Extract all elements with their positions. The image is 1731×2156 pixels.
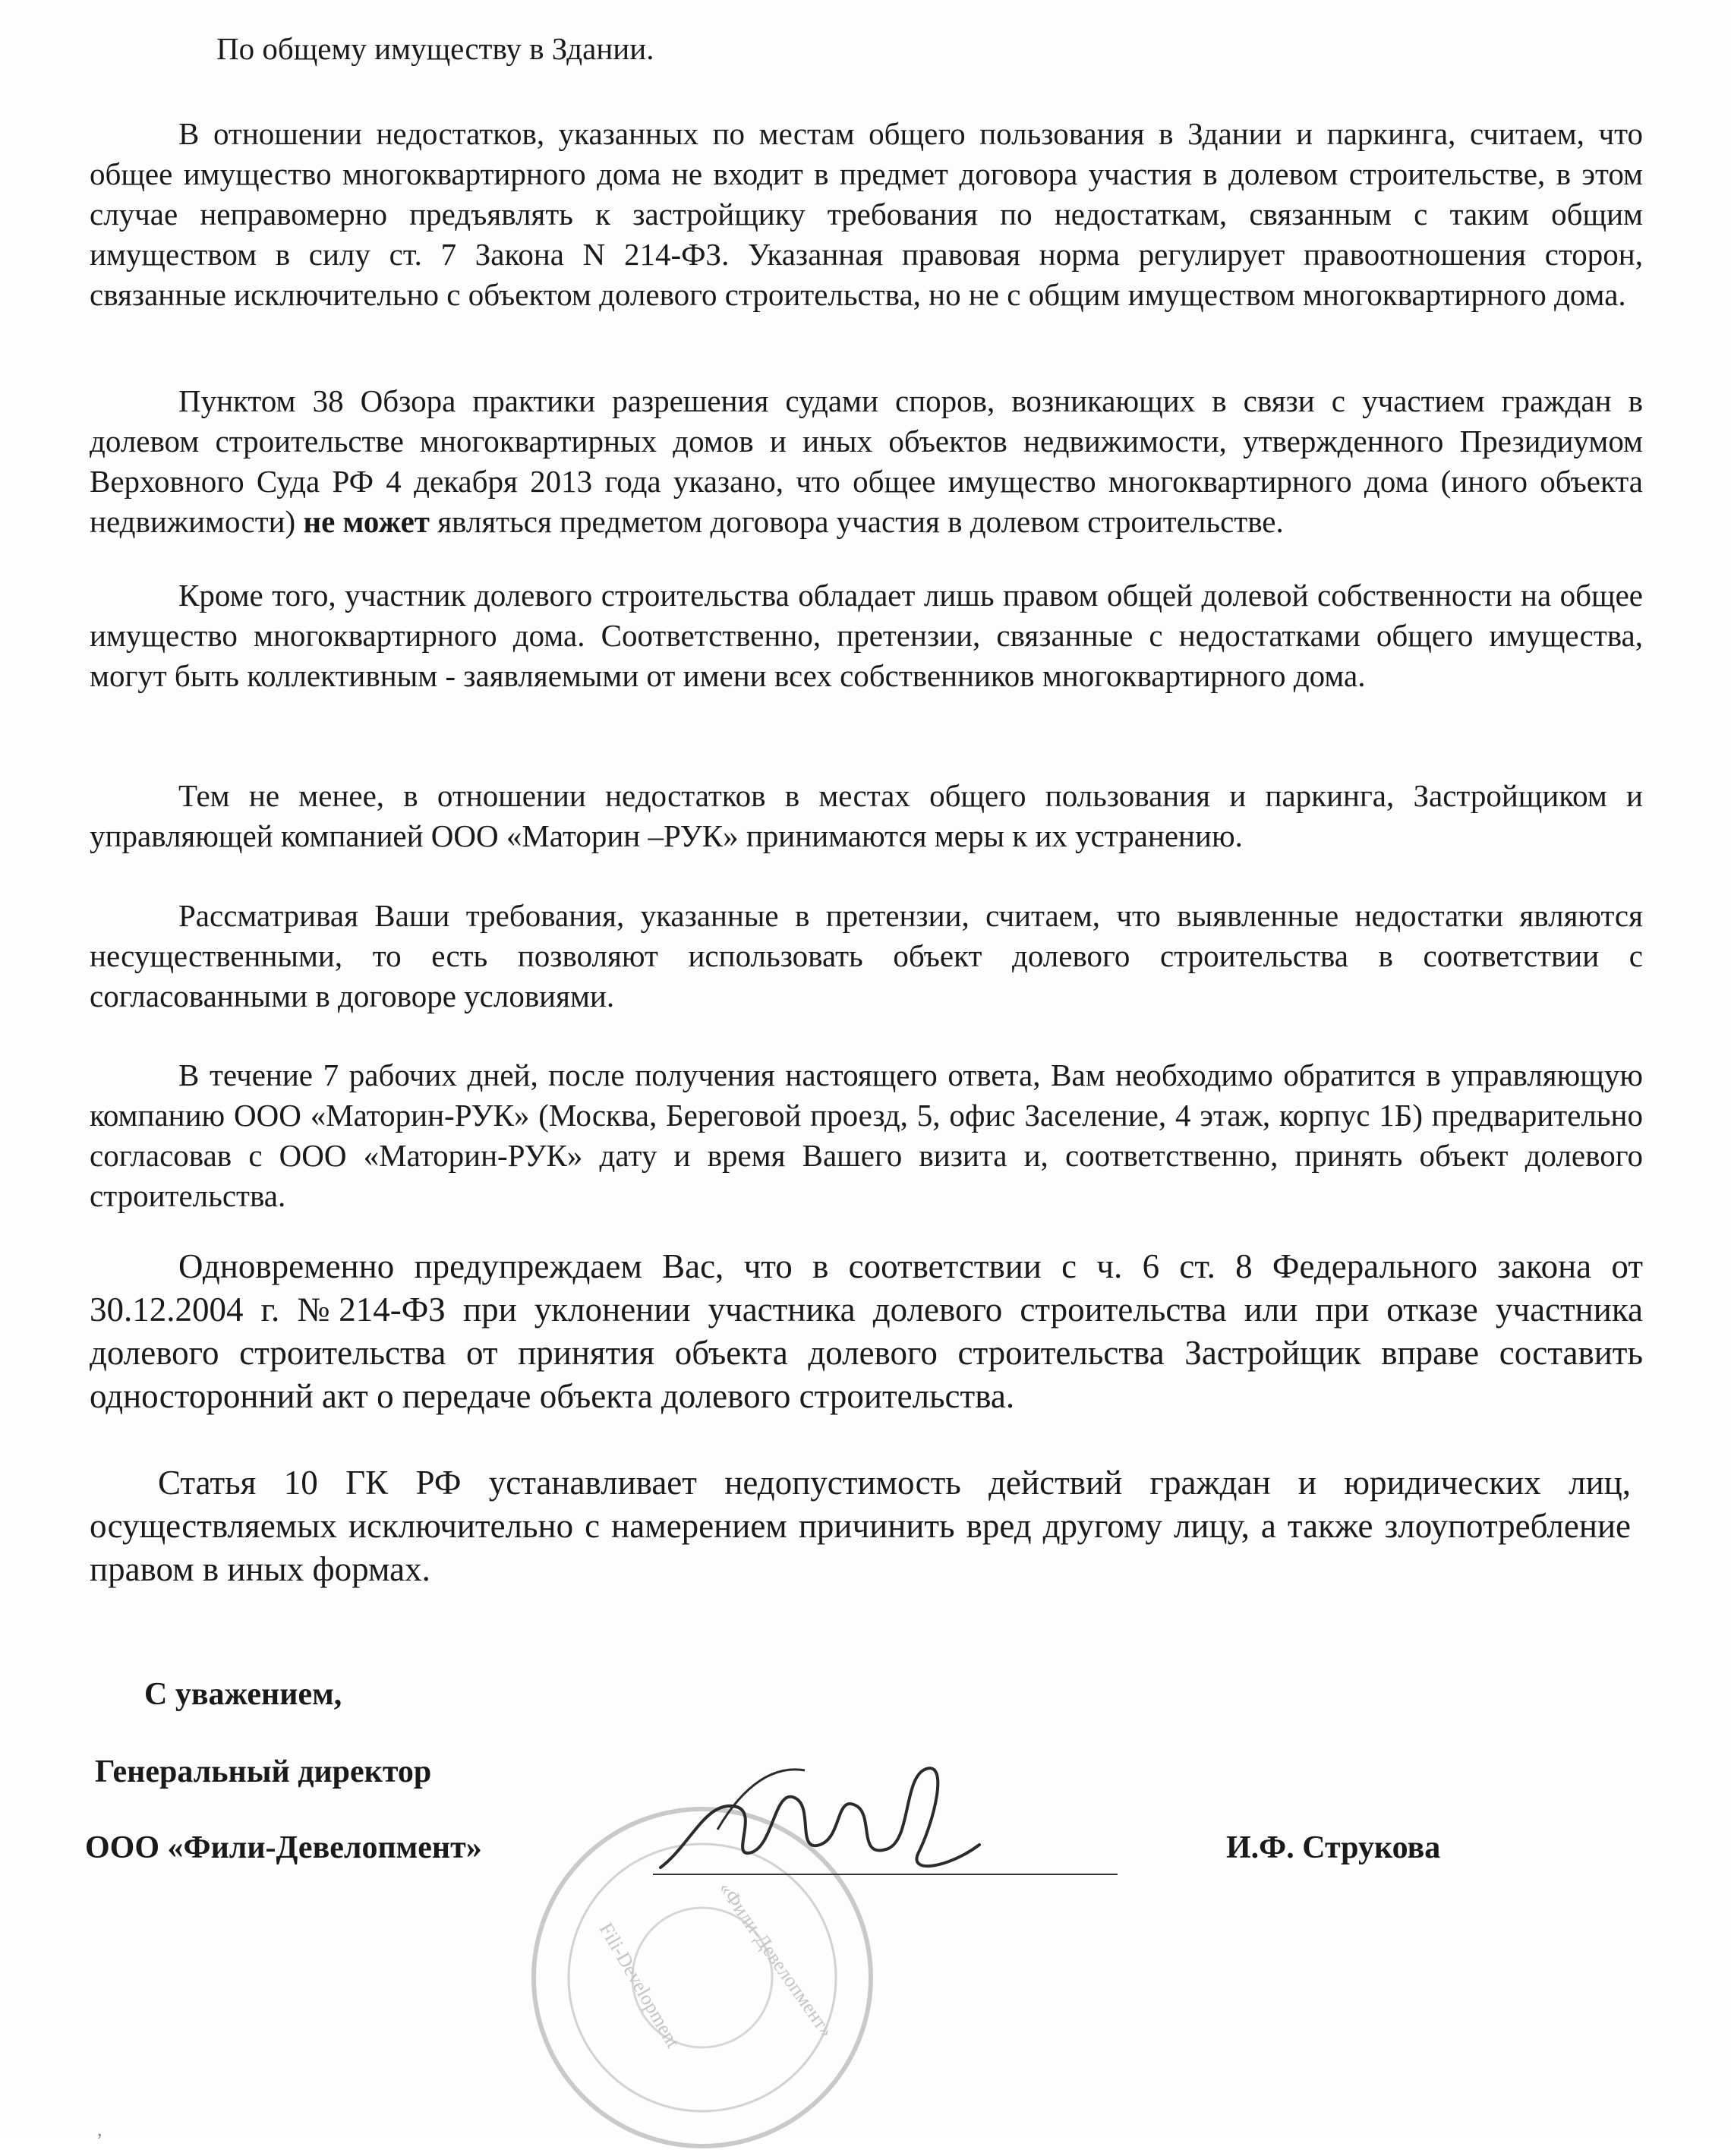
paragraph-acceptance [90, 1055, 1643, 1216]
paragraph-6: В течение 7 рабочих дней, после получения настоящего ответа, Вам необходимо обратится в управляющую компанию ООО «Маторин-РУК» (Москва, Береговой проезд, 5, офис Заселение, 4 этаж, корпус 1Б) предварительно согласовав с ООО «Маторин-РУК» дату и время Вашего визита и, соответственно, принять объект долевого строительства. [90, 1058, 1643, 1213]
signer-company: ООО «Фили-Девелопмент» [85, 1830, 482, 1865]
svg-text:Fili-Development: Fili-Development [594, 1918, 685, 2052]
paragraph-common-property [90, 114, 1643, 315]
paragraph-shared-ownership [90, 575, 1643, 696]
paragraph-2-text-a: Пунктом 38 Обзора практики разрешения судами споров, возникающих в связи с участием граждан в долевом строительстве многоквартирных домов и иных объектов недвижимости, утвержденного Президиумом Верховного Суда РФ 4 декабря 2013 года указано, что общее имущество многоквартирного дома (иного объекта недвижимости) [90, 383, 1643, 539]
signer-name: И.Ф. Струкова [1226, 1830, 1441, 1865]
paragraph-1: В отношении недостатков, указанных по местам общего пользования в Здании и паркинга, считаем, что общее имущество многоквартирного дома не входит в предмет договора участия в долевом строительстве, в этом случае неправомерно предъявлять к застройщику требования по недостаткам, связанным с таким общим имуществом в силу ст. 7 Закона N 214-ФЗ. Указанная правовая норма регулирует правоотношения сторон, связанные исключительно с объектом долевого строительства, но не с общим имуществом многоквартирного дома. [90, 116, 1643, 312]
paragraph-3: Кроме того, участник долевого строительства обладает лишь правом общей долевой собственности на общее имущество многоквартирного дома. Соответственно, претензии, связанные с недостатками общего имущества, могут быть коллективным - заявляемыми от имени всех собственников многоквартирного дома. [90, 578, 1643, 693]
paragraph-7: Одновременно предупреждаем Вас, что в соответствии с ч. 6 ст. 8 Федерального закона от 30.12.2004 г. №214-ФЗ при уклонении участника долевого строительства или при отказе участника долевого строительства от принятия объекта долевого строительства Застройщик вправе составить односторонний акт о передаче объекта долевого строительства. [90, 1247, 1643, 1415]
handwritten-signature [645, 1754, 1131, 1890]
scan-speck: , [97, 2118, 102, 2140]
paragraph-warning [90, 1245, 1643, 1418]
opening-line: По общему имуществу в Здании. [216, 31, 654, 66]
closing-salutation: С уважением, [144, 1677, 342, 1712]
paragraph-5: Рассматривая Ваши требования, указанные в претензии, считаем, что выявленные недостатки являются несущественными, то есть позволяют использовать объект долевого строительства в соответствии с согласованными в договоре условиями. [90, 898, 1643, 1013]
paragraph-requirements [90, 896, 1643, 1017]
paragraph-clause-38 [90, 381, 1643, 542]
paragraph-remediation [90, 776, 1643, 856]
paragraph-4: Тем не менее, в отношении недостатков в местах общего пользования и паркинга, Застройщиком и управляющей компанией ООО «Маторин –РУК» принимаются меры к их устранению. [90, 778, 1643, 853]
paragraph-2 [90, 381, 1643, 542]
signer-position: Генеральный директор [95, 1754, 432, 1789]
svg-text:«Фили-Девелопмент»: «Фили-Девелопмент» [714, 1877, 838, 2041]
paragraph-2-text-b: являться предметом договора участия в долевом строительстве. [429, 504, 1284, 539]
paragraph-2-emphasis: не может [303, 504, 430, 539]
paragraph-8: Статья 10 ГК РФ устанавливает недопустимость действий граждан и юридических лиц, осуществляемых исключительно с намерением причинить вред другому лицу, а также злоупотребление правом в иных формах. [90, 1464, 1631, 1588]
paragraph-article-10 [90, 1461, 1631, 1591]
